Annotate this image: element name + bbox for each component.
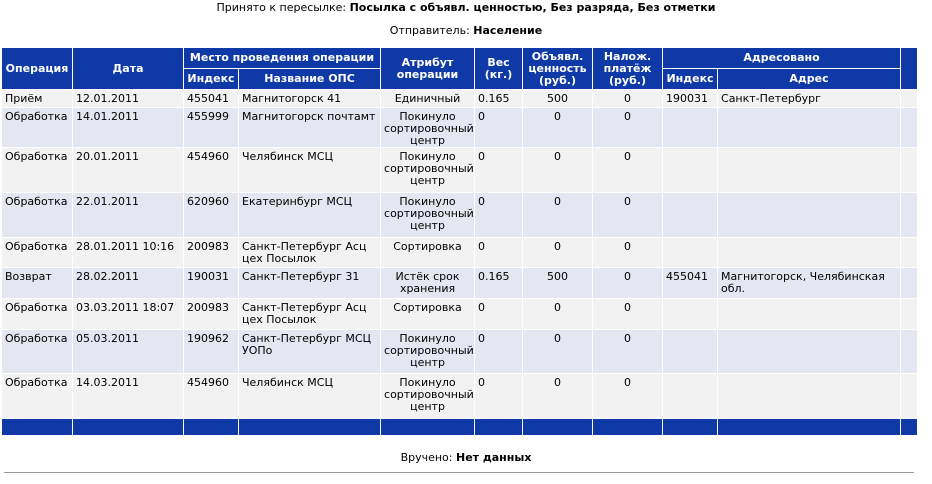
cell-addr-index: [663, 108, 718, 148]
cell-place-index: 454960: [184, 148, 239, 193]
cell-weight: 0.165: [475, 90, 523, 108]
cell-spacer: [901, 193, 918, 238]
cell-spacer: [901, 238, 918, 268]
cell-addr-index: 190031: [663, 90, 718, 108]
cell-place-name: Челябинск МСЦ: [239, 374, 381, 419]
cell-address: Магнитогорск, Челябинская обл.: [718, 268, 901, 299]
cell-address: [718, 238, 901, 268]
cell-declared-value: 0: [523, 299, 593, 330]
header-declared-value: Объявл. ценность (руб.): [523, 48, 593, 90]
cell-cod: 0: [593, 108, 663, 148]
cell-cod: 0: [593, 90, 663, 108]
cell-attribute: Покинуло сортировочный центр: [381, 330, 475, 374]
cell-spacer: [901, 148, 918, 193]
cell-attribute: Сортировка: [381, 238, 475, 268]
cell-declared-value: 0: [523, 148, 593, 193]
cell-declared-value: 0: [523, 374, 593, 419]
cell-place-name: Санкт-Петербург МСЦ УОПо: [239, 330, 381, 374]
cell-weight: 0: [475, 330, 523, 374]
cell-operation: Обработка: [2, 193, 73, 238]
cell-declared-value: 500: [523, 90, 593, 108]
header-date: Дата: [73, 48, 184, 90]
cell-place-name: Санкт-Петербург Асц цех Посылок: [239, 238, 381, 268]
cell-declared-value: 0: [523, 108, 593, 148]
cell-place-index: 620960: [184, 193, 239, 238]
cell-date: 28.02.2011: [73, 268, 184, 299]
cell-operation: Возврат: [2, 268, 73, 299]
cell-operation: Обработка: [2, 299, 73, 330]
cell-place-index: 455999: [184, 108, 239, 148]
cell-place-index: 455041: [184, 90, 239, 108]
cell-place-name: Магнитогорск 41: [239, 90, 381, 108]
cell-date: 12.01.2011: [73, 90, 184, 108]
cell-address: [718, 108, 901, 148]
header-addr-address: Адрес: [718, 69, 901, 90]
cell-cod: 0: [593, 268, 663, 299]
header-place-name: Название ОПС: [239, 69, 381, 90]
cell-addr-index: [663, 374, 718, 419]
header-addressed-group: Адресовано: [663, 48, 901, 69]
bottom-divider: [4, 472, 914, 473]
cell-weight: 0: [475, 148, 523, 193]
header-addr-index: Индекс: [663, 69, 718, 90]
cell-declared-value: 0: [523, 238, 593, 268]
cell-operation: Обработка: [2, 108, 73, 148]
cell-operation: Обработка: [2, 374, 73, 419]
cell-addr-index: [663, 193, 718, 238]
cell-addr-index: [663, 148, 718, 193]
table-row: [2, 238, 918, 268]
cell-address: Санкт-Петербург: [718, 90, 901, 108]
cell-place-name: Магнитогорск почтамт: [239, 108, 381, 148]
tracking-table: [1, 47, 918, 436]
cell-address: [718, 148, 901, 193]
header-place-index: Индекс: [184, 69, 239, 90]
cell-date: 20.01.2011: [73, 148, 184, 193]
cell-declared-value: 0: [523, 330, 593, 374]
cell-date: 05.03.2011: [73, 330, 184, 374]
cell-date: 22.01.2011: [73, 193, 184, 238]
cell-place-name: Челябинск МСЦ: [239, 148, 381, 193]
header-operation: Операция: [2, 48, 73, 90]
cell-addr-index: [663, 299, 718, 330]
cell-weight: 0: [475, 238, 523, 268]
cell-date: 14.01.2011: [73, 108, 184, 148]
delivered-info: [0, 451, 932, 465]
cell-place-index: 190031: [184, 268, 239, 299]
cell-place-name: Санкт-Петербург 31: [239, 268, 381, 299]
cell-weight: 0: [475, 108, 523, 148]
accepted-value: Посылка с объявл. ценностью, Без разряда, Без отметки: [349, 1, 716, 14]
cell-cod: 0: [593, 299, 663, 330]
cell-attribute: Единичный: [381, 90, 475, 108]
cell-operation: Обработка: [2, 238, 73, 268]
cell-attribute: Покинуло сортировочный центр: [381, 148, 475, 193]
cell-date: 28.01.2011 10:16: [73, 238, 184, 268]
table-footer-bar: [2, 419, 918, 436]
delivered-label: Вручено:: [400, 451, 453, 464]
cell-operation: Приём: [2, 90, 73, 108]
cell-place-index: 190962: [184, 330, 239, 374]
cell-spacer: [901, 90, 918, 108]
cell-operation: Обработка: [2, 330, 73, 374]
cell-date: 03.03.2011 18:07: [73, 299, 184, 330]
table-row: [2, 148, 918, 193]
cell-spacer: [901, 268, 918, 299]
header-weight: Вес (кг.): [475, 48, 523, 90]
table-row: [2, 193, 918, 238]
cell-weight: 0: [475, 299, 523, 330]
cell-cod: 0: [593, 238, 663, 268]
table-row: [2, 299, 918, 330]
cell-weight: 0.165: [475, 268, 523, 299]
cell-attribute: Истёк срок хранения: [381, 268, 475, 299]
table-row: [2, 268, 918, 299]
table-body: [2, 90, 918, 419]
cell-attribute: Покинуло сортировочный центр: [381, 108, 475, 148]
cell-declared-value: 500: [523, 268, 593, 299]
cell-place-index: 200983: [184, 238, 239, 268]
header-place-group: Место проведения операции: [184, 48, 381, 69]
cell-address: [718, 330, 901, 374]
cell-address: [718, 193, 901, 238]
header-cod: Налож. платёж (руб.): [593, 48, 663, 90]
cell-spacer: [901, 299, 918, 330]
accepted-label: Принято к пересылке:: [216, 1, 347, 14]
cell-place-index: 454960: [184, 374, 239, 419]
cell-place-index: 200983: [184, 299, 239, 330]
cell-attribute: Сортировка: [381, 299, 475, 330]
table-row: [2, 374, 918, 419]
cell-operation: Обработка: [2, 148, 73, 193]
header-spacer: [901, 48, 918, 90]
cell-addr-index: [663, 330, 718, 374]
delivered-value: Нет данных: [456, 451, 532, 464]
cell-cod: 0: [593, 193, 663, 238]
header-attribute: Атрибут операции: [381, 48, 475, 90]
sender-info: [0, 24, 932, 38]
sender-value: Население: [473, 24, 543, 37]
cell-attribute: Покинуло сортировочный центр: [381, 193, 475, 238]
table-row: [2, 108, 918, 148]
accepted-info: [0, 1, 932, 15]
cell-addr-index: [663, 238, 718, 268]
cell-attribute: Покинуло сортировочный центр: [381, 374, 475, 419]
cell-cod: 0: [593, 374, 663, 419]
sender-label: Отправитель:: [389, 24, 470, 37]
cell-place-name: Екатеринбург МСЦ: [239, 193, 381, 238]
cell-weight: 0: [475, 374, 523, 419]
cell-spacer: [901, 330, 918, 374]
cell-place-name: Санкт-Петербург Асц цех Посылок: [239, 299, 381, 330]
cell-address: [718, 299, 901, 330]
cell-weight: 0: [475, 193, 523, 238]
table-row: [2, 90, 918, 108]
cell-spacer: [901, 108, 918, 148]
cell-cod: 0: [593, 330, 663, 374]
cell-cod: 0: [593, 148, 663, 193]
cell-address: [718, 374, 901, 419]
cell-declared-value: 0: [523, 193, 593, 238]
table-row: [2, 330, 918, 374]
cell-date: 14.03.2011: [73, 374, 184, 419]
cell-addr-index: 455041: [663, 268, 718, 299]
cell-spacer: [901, 374, 918, 419]
